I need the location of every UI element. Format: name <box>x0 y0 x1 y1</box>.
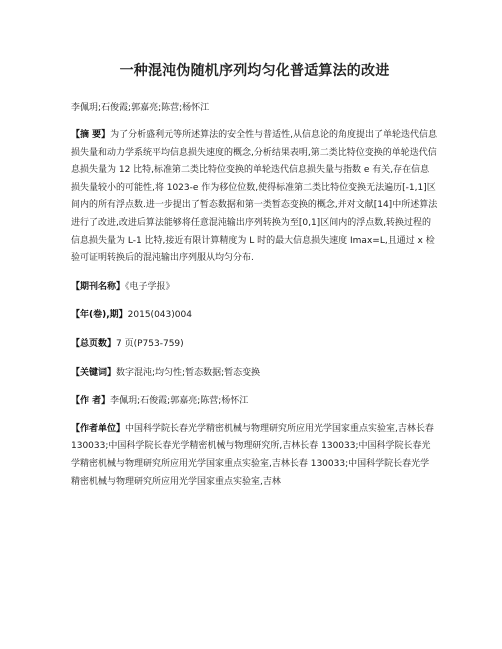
journal-name-label: 【期刊名称】 <box>71 281 126 292</box>
paper-title: 一种混沌伪随机序列均匀化普适算法的改进 <box>119 63 390 79</box>
page-count-value: 7 页(P753-759) <box>116 338 184 349</box>
keywords-value: 数字混沌;均匀性;暂态数据;暂态变换 <box>116 367 261 378</box>
author-line: 李佩玥;石俊霞;郭嘉亮;陈营;杨怀江 <box>71 103 210 113</box>
affiliation-text: 中国科学院长春光学精密机械与物理研究所应用光学国家重点实验室,吉林长春 130033;中国科学院长春光学精密机械与物理研究所,吉林长春 130033;中国科学院长春光学精密机械与物理研究所应用光学国家重点实验室,吉林长春 130033;中国科学院长春光学精密机械与物理研究所应用光学国家重点实验室,吉林 <box>71 423 434 487</box>
authors-label: 【作 者】 <box>71 396 111 407</box>
abstract-text: 为了分析盛利元等所述算法的安全性与普适性,从信息论的角度提出了单轮迭代信息损失量和动力学系统平均信息损失速度的概念,分析结果表明,第二类比特位变换的单轮迭代信息损失量为 12 比特,标准第二类比特位变换的单轮迭代信息损失量与指数 e 有关,存在信息损失量较小的可能性,将 1023-e 作为移位位数,使得标准第二类比特位变换无法遍历[-1,1]区间内的所有浮点数.进一步提出了暂态数据和第一类暂态变换的概念,并对文献[14]中所述算法进行了改进,改进后算法能够将任意混沌输出序列转换为至[0,1]区间内的浮点数,转换过程的信息损失量为 L-1 比特,接近有限计算精度为 L 时的最大信息损失速度 Imax=L,且通过 x 检验可证明转换后的混沌输出序列服从均匀分布. <box>71 130 438 264</box>
affiliation-field <box>71 421 438 491</box>
abstract-label: 【摘 要】 <box>71 130 111 140</box>
volume-issue-value: 2015(043)004 <box>127 310 192 321</box>
authors-value: 李佩玥;石俊霞;郭嘉亮;陈营;杨怀江 <box>110 396 249 407</box>
volume-issue-field <box>71 307 438 325</box>
affiliation-label: 【作者单位】 <box>71 423 126 434</box>
authors-field <box>71 393 438 411</box>
page-count-field <box>71 336 438 354</box>
abstract-section <box>71 127 438 268</box>
volume-issue-label: 【年(卷),期】 <box>71 310 128 321</box>
journal-name-value: 《电子学报》 <box>125 281 175 292</box>
journal-name-field <box>71 279 438 297</box>
keywords-field <box>71 365 438 383</box>
keywords-label: 【关键词】 <box>71 367 117 378</box>
page-count-label: 【总页数】 <box>71 338 117 349</box>
